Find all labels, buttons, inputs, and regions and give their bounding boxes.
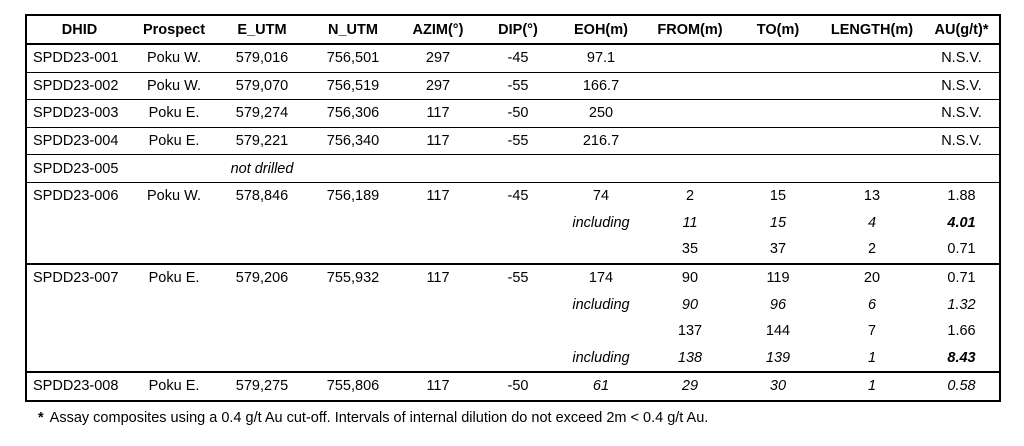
cell-prospect: Poku W. bbox=[132, 44, 216, 72]
header-prospect: Prospect bbox=[132, 15, 216, 44]
table-row bbox=[26, 155, 1000, 183]
cell-from: 90 bbox=[681, 270, 699, 287]
footnote-marker: * bbox=[38, 410, 44, 426]
cell-au: 0.71 bbox=[924, 264, 1000, 292]
cell-prospect bbox=[132, 345, 216, 373]
cell-to bbox=[736, 72, 820, 100]
table-row bbox=[26, 182, 1000, 209]
cell-from bbox=[644, 44, 736, 72]
cell-from: 137 bbox=[677, 323, 703, 340]
cell-eoh: including bbox=[572, 214, 630, 231]
cell-dip bbox=[478, 345, 558, 373]
cell-dhid bbox=[26, 236, 132, 264]
table-row bbox=[26, 236, 1000, 264]
header-to: TO(m) bbox=[736, 15, 820, 44]
table-row bbox=[26, 44, 1000, 72]
cell-dhid: SPDD23-004 bbox=[26, 127, 132, 155]
cell-length: 7 bbox=[867, 323, 877, 340]
cell-dip: -50 bbox=[478, 372, 558, 401]
cell-e-utm: 579,070 bbox=[216, 72, 308, 100]
cell-azim bbox=[398, 345, 478, 373]
table-row bbox=[26, 100, 1000, 128]
cell-n-utm: 756,306 bbox=[308, 100, 398, 128]
cell-prospect: Poku E. bbox=[132, 100, 216, 128]
header-length: LENGTH(m) bbox=[820, 15, 924, 44]
cell-azim bbox=[398, 155, 478, 183]
cell-dip: -45 bbox=[507, 188, 529, 205]
cell-from: 11 bbox=[682, 214, 698, 231]
cell-dip bbox=[478, 318, 558, 345]
cell-au: 8.43 bbox=[924, 345, 1000, 373]
cell-e-utm bbox=[216, 236, 308, 264]
cell-eoh: 174 bbox=[588, 270, 614, 287]
cell-n-utm: 756,340 bbox=[308, 127, 398, 155]
cell-prospect bbox=[132, 318, 216, 345]
cell-to: 139 bbox=[736, 345, 820, 373]
cell-to bbox=[736, 155, 820, 183]
cell-dhid bbox=[26, 210, 132, 237]
cell-length bbox=[820, 72, 924, 100]
cell-to: 96 bbox=[769, 296, 787, 313]
cell-prospect bbox=[132, 210, 216, 237]
cell-dip bbox=[478, 291, 558, 318]
cell-dhid: SPDD23-007 bbox=[26, 264, 132, 292]
cell-azim: 117 bbox=[426, 270, 450, 287]
cell-dhid: SPDD23-006 bbox=[26, 182, 132, 209]
cell-n-utm bbox=[308, 318, 398, 345]
header-dhid: DHID bbox=[26, 15, 132, 44]
cell-n-utm: 756,189 bbox=[326, 188, 380, 205]
cell-to bbox=[736, 44, 820, 72]
cell-prospect: Poku E. bbox=[132, 372, 216, 401]
cell-e-utm bbox=[216, 291, 308, 318]
cell-dip: -50 bbox=[478, 100, 558, 128]
cell-dip bbox=[478, 210, 558, 237]
cell-length bbox=[820, 127, 924, 155]
cell-dhid: SPDD23-005 bbox=[26, 155, 132, 183]
cell-from: 2 bbox=[685, 188, 695, 205]
cell-n-utm bbox=[308, 210, 398, 237]
cell-prospect: Poku W. bbox=[147, 188, 201, 205]
cell-prospect bbox=[132, 236, 216, 264]
header-from: FROM(m) bbox=[644, 15, 736, 44]
cell-au: 1.88 bbox=[924, 182, 1000, 209]
cell-length bbox=[820, 44, 924, 72]
cell-eoh bbox=[558, 318, 644, 345]
header-azim: AZIM(°) bbox=[398, 15, 478, 44]
drill-results-table bbox=[25, 14, 1001, 402]
cell-au: 1.32 bbox=[924, 291, 1000, 318]
header-au: AU(g/t)* bbox=[924, 15, 1000, 44]
cell-e-utm: 579,016 bbox=[216, 44, 308, 72]
cell-e-utm: 579,274 bbox=[216, 100, 308, 128]
cell-au: N.S.V. bbox=[924, 100, 1000, 128]
table-row bbox=[26, 210, 1000, 237]
cell-e-utm: 579,206 bbox=[235, 270, 289, 287]
header-n-utm: N_UTM bbox=[308, 15, 398, 44]
cell-length: 2 bbox=[820, 236, 924, 264]
cell-dhid bbox=[26, 291, 132, 318]
cell-e-utm: 579,275 bbox=[216, 372, 308, 401]
cell-prospect: Poku W. bbox=[132, 72, 216, 100]
cell-from bbox=[644, 127, 736, 155]
cell-to: 37 bbox=[736, 236, 820, 264]
cell-azim bbox=[398, 236, 478, 264]
cell-au: N.S.V. bbox=[924, 44, 1000, 72]
cell-au: 4.01 bbox=[924, 210, 1000, 237]
cell-dhid: SPDD23-001 bbox=[26, 44, 132, 72]
cell-from bbox=[644, 155, 736, 183]
cell-n-utm bbox=[308, 236, 398, 264]
cell-eoh: 216.7 bbox=[558, 127, 644, 155]
cell-length: 1 bbox=[820, 372, 924, 401]
cell-dip: -55 bbox=[507, 270, 529, 287]
header-dip: DIP(°) bbox=[478, 15, 558, 44]
cell-azim: 117 bbox=[398, 127, 478, 155]
header-eoh: EOH(m) bbox=[558, 15, 644, 44]
cell-n-utm bbox=[308, 345, 398, 373]
cell-dip: -55 bbox=[478, 72, 558, 100]
cell-dhid bbox=[26, 345, 132, 373]
cell-n-utm bbox=[308, 291, 398, 318]
cell-au: N.S.V. bbox=[924, 72, 1000, 100]
cell-prospect bbox=[132, 155, 216, 183]
footnote bbox=[38, 410, 708, 426]
cell-from: 35 bbox=[644, 236, 736, 264]
cell-eoh: 250 bbox=[558, 100, 644, 128]
cell-eoh: including bbox=[558, 345, 644, 373]
cell-dip: -55 bbox=[478, 127, 558, 155]
header-e-utm: E_UTM bbox=[216, 15, 308, 44]
table-row bbox=[26, 291, 1000, 318]
cell-eoh: 166.7 bbox=[558, 72, 644, 100]
cell-azim: 117 bbox=[426, 188, 450, 205]
cell-e-utm bbox=[216, 345, 308, 373]
cell-to: 30 bbox=[736, 372, 820, 401]
cell-n-utm bbox=[308, 155, 398, 183]
cell-e-utm: not drilled bbox=[216, 155, 308, 183]
cell-from: 29 bbox=[644, 372, 736, 401]
cell-dhid: SPDD23-002 bbox=[26, 72, 132, 100]
cell-length bbox=[820, 100, 924, 128]
table-row bbox=[26, 372, 1000, 401]
table-row bbox=[26, 72, 1000, 100]
cell-prospect bbox=[132, 291, 216, 318]
cell-dhid bbox=[26, 318, 132, 345]
cell-e-utm bbox=[216, 318, 308, 345]
cell-n-utm: 756,501 bbox=[308, 44, 398, 72]
cell-au: 0.58 bbox=[924, 372, 1000, 401]
cell-from: 138 bbox=[644, 345, 736, 373]
cell-prospect: Poku E. bbox=[132, 127, 216, 155]
cell-eoh: 61 bbox=[558, 372, 644, 401]
cell-n-utm: 755,806 bbox=[308, 372, 398, 401]
cell-dip bbox=[478, 236, 558, 264]
cell-eoh: 97.1 bbox=[558, 44, 644, 72]
cell-dip bbox=[478, 155, 558, 183]
cell-to bbox=[736, 100, 820, 128]
cell-dhid: SPDD23-008 bbox=[26, 372, 132, 401]
cell-au: 0.71 bbox=[924, 236, 1000, 264]
cell-au: N.S.V. bbox=[924, 127, 1000, 155]
cell-e-utm bbox=[216, 210, 308, 237]
drill-results-table-container bbox=[25, 14, 999, 402]
cell-from bbox=[644, 100, 736, 128]
cell-from bbox=[644, 72, 736, 100]
cell-azim bbox=[398, 318, 478, 345]
cell-eoh: 74 bbox=[592, 188, 610, 205]
cell-azim: 297 bbox=[398, 72, 478, 100]
cell-to bbox=[736, 127, 820, 155]
cell-azim: 117 bbox=[398, 372, 478, 401]
cell-from: 90 bbox=[681, 296, 699, 313]
cell-azim: 297 bbox=[398, 44, 478, 72]
cell-e-utm: 579,221 bbox=[216, 127, 308, 155]
cell-au bbox=[924, 155, 1000, 183]
cell-eoh: including bbox=[572, 296, 630, 313]
cell-n-utm: 755,932 bbox=[326, 270, 380, 287]
footnote-text: Assay composites using a 0.4 g/t Au cut-off. Intervals of internal dilution do not exceed 2m < 0.4 g/t Au. bbox=[49, 410, 709, 426]
cell-length: 6 bbox=[867, 296, 877, 313]
cell-length: 13 bbox=[863, 188, 881, 205]
cell-to: 15 bbox=[769, 214, 787, 231]
cell-to: 119 bbox=[766, 270, 790, 287]
cell-n-utm: 756,519 bbox=[308, 72, 398, 100]
cell-au: 1.66 bbox=[924, 318, 1000, 345]
table-row bbox=[26, 127, 1000, 155]
table-header-row bbox=[26, 15, 1000, 44]
cell-eoh bbox=[558, 236, 644, 264]
table-row bbox=[26, 264, 1000, 292]
cell-length: 1 bbox=[820, 345, 924, 373]
cell-dhid: SPDD23-003 bbox=[26, 100, 132, 128]
cell-azim: 117 bbox=[398, 100, 478, 128]
cell-prospect: Poku E. bbox=[148, 270, 200, 287]
cell-azim bbox=[398, 291, 478, 318]
cell-to: 144 bbox=[765, 323, 791, 340]
cell-to: 15 bbox=[769, 188, 787, 205]
cell-eoh bbox=[558, 155, 644, 183]
cell-length bbox=[820, 155, 924, 183]
cell-azim bbox=[398, 210, 478, 237]
cell-length: 4 bbox=[867, 214, 877, 231]
table-row bbox=[26, 345, 1000, 373]
cell-dip: -45 bbox=[478, 44, 558, 72]
cell-length: 20 bbox=[863, 270, 881, 287]
table-row bbox=[26, 318, 1000, 345]
cell-e-utm: 578,846 bbox=[235, 188, 289, 205]
